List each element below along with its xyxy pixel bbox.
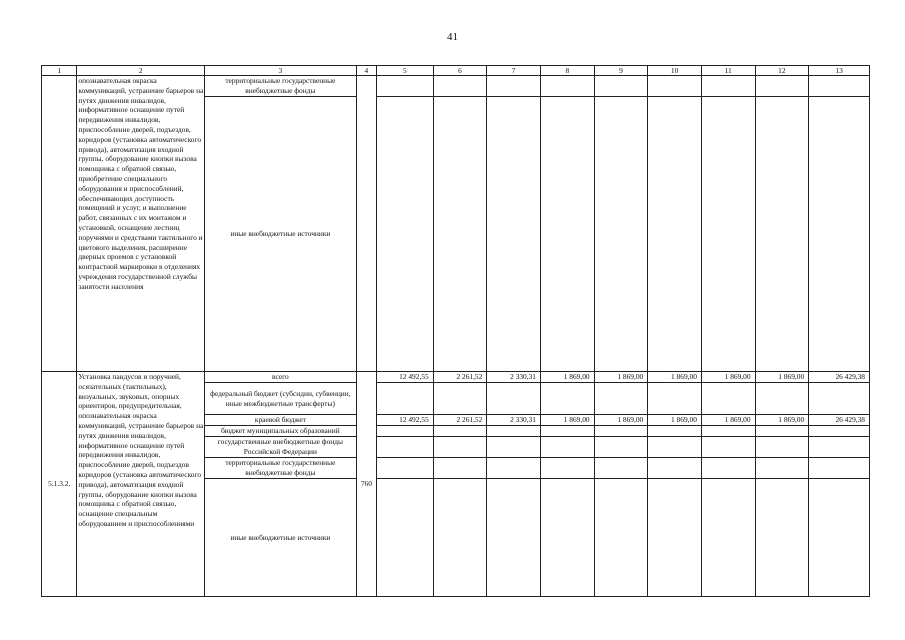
value-cell (377, 479, 434, 597)
value-cell: 1 869,00 (701, 415, 755, 426)
value-cell (594, 76, 648, 97)
value-cell (433, 458, 487, 479)
value-cell (594, 383, 648, 415)
value-cell (377, 76, 434, 97)
header-row (42, 66, 870, 76)
value-cell (433, 479, 487, 597)
value-cell (648, 479, 702, 597)
value-cell (433, 76, 487, 97)
value-cell (433, 97, 487, 372)
header-cell: 5 (377, 66, 434, 76)
value-cell (540, 479, 594, 597)
value-cell: 2 330,31 (487, 415, 541, 426)
code-cell (42, 76, 77, 372)
value-cell (701, 76, 755, 97)
table-row (42, 76, 870, 97)
measure-code: 5.1.3.2. (42, 372, 77, 597)
value-cell (648, 383, 702, 415)
funding-source: государственные внебюджетные фонды Российской Федерации (204, 437, 356, 458)
value-cell (487, 76, 541, 97)
value-cell: 2 261,52 (433, 372, 487, 383)
value-cell: 1 869,00 (594, 415, 648, 426)
value-cell (540, 76, 594, 97)
value-cell (540, 437, 594, 458)
value-cell (809, 437, 870, 458)
value-cell (701, 437, 755, 458)
value-cell (377, 458, 434, 479)
value-cell (540, 426, 594, 437)
header-cell: 4 (356, 66, 376, 76)
value-cell (540, 458, 594, 479)
value-cell: 1 869,00 (540, 415, 594, 426)
value-cell (755, 479, 809, 597)
value-cell (594, 97, 648, 372)
header-cell: 8 (540, 66, 594, 76)
value-cell (487, 97, 541, 372)
value-cell (701, 458, 755, 479)
value-cell: 1 869,00 (540, 372, 594, 383)
value-cell (377, 437, 434, 458)
value-cell (433, 426, 487, 437)
funding-source: территориальные государственные внебюджетные фонды (204, 458, 356, 479)
value-cell (648, 97, 702, 372)
value-cell: 12 492,55 (377, 372, 434, 383)
value-cell: 1 869,00 (755, 372, 809, 383)
value-cell (755, 383, 809, 415)
value-cell (701, 479, 755, 597)
col4-cell (356, 76, 376, 372)
value-cell (487, 479, 541, 597)
page-number: 41 (447, 31, 458, 43)
value-cell (755, 426, 809, 437)
header-cell: 3 (204, 66, 356, 76)
value-cell (433, 383, 487, 415)
value-cell (809, 458, 870, 479)
value-cell (648, 458, 702, 479)
value-cell: 2 261,52 (433, 415, 487, 426)
table-row (42, 372, 870, 383)
value-cell (648, 76, 702, 97)
header-cell: 10 (648, 66, 702, 76)
value-cell (487, 383, 541, 415)
value-cell: 1 869,00 (594, 372, 648, 383)
value-cell (755, 437, 809, 458)
funding-source: федеральный бюджет (субсидии, субвенции, иные межбюджетные трансферты) (204, 383, 356, 415)
funding-source: всего (204, 372, 356, 383)
header-cell: 11 (701, 66, 755, 76)
funding-source: краевой бюджет (204, 415, 356, 426)
funding-source: бюджет муниципальных образований (204, 426, 356, 437)
funding-source: иные внебюджетные источники (204, 479, 356, 597)
value-cell (755, 458, 809, 479)
header-cell: 2 (77, 66, 205, 76)
measure-description: опознавательная окраска коммуникаций, устранение барьеров на путях движения инвалидов, информативное оснащение путей передвижения инвалидов, приспособление дверей, подъездов, коридоров (установка автоматического привода), автоматизация входной группы, оборудование кнопки вызова помощника с обратной связью, приобретение специального оборудования и приспособлений, обеспечивающих доступность помещений и услуг, и выполнение работ, связанных с их монтажом и установкой, оснащение лестниц поручнями и средствами тактильного и цветового выделения, расширение дверных проемов с установкой контрастной маркировки в отделениях учреждения государственной службы занятости населения (77, 76, 205, 372)
funding-source: территориальные государственные внебюджетные фонды (204, 76, 356, 97)
value-cell (809, 76, 870, 97)
value-cell (594, 458, 648, 479)
value-cell (755, 97, 809, 372)
budget-table (41, 65, 870, 597)
value-cell (594, 479, 648, 597)
value-cell (377, 383, 434, 415)
value-cell (755, 76, 809, 97)
value-cell (701, 383, 755, 415)
header-cell: 9 (594, 66, 648, 76)
value-cell: 26 429,38 (809, 372, 870, 383)
value-cell (487, 426, 541, 437)
value-cell: 1 869,00 (648, 415, 702, 426)
header-cell: 7 (487, 66, 541, 76)
value-cell: 12 492,55 (377, 415, 434, 426)
value-cell (594, 426, 648, 437)
value-cell: 26 429,38 (809, 415, 870, 426)
header-cell: 12 (755, 66, 809, 76)
header-cell: 13 (809, 66, 870, 76)
value-cell (809, 479, 870, 597)
header-cell: 1 (42, 66, 77, 76)
value-cell: 1 869,00 (648, 372, 702, 383)
value-cell (594, 437, 648, 458)
value-cell (648, 437, 702, 458)
value-cell (377, 426, 434, 437)
value-cell (377, 97, 434, 372)
value-cell (433, 437, 487, 458)
value-cell (809, 426, 870, 437)
col4-cell: 760 (356, 372, 376, 597)
value-cell (487, 437, 541, 458)
value-cell (487, 458, 541, 479)
value-cell: 2 330,31 (487, 372, 541, 383)
value-cell (701, 426, 755, 437)
value-cell (540, 383, 594, 415)
value-cell (809, 383, 870, 415)
value-cell: 1 869,00 (755, 415, 809, 426)
value-cell (809, 97, 870, 372)
value-cell (701, 97, 755, 372)
funding-source: иные внебюджетные источники (204, 97, 356, 372)
header-cell: 6 (433, 66, 487, 76)
measure-description: Установка пандусов и поручней, осязательных (тактильных), визуальных, звуковых, опорных ориентиров, предупредительная, опознавательная окраска коммуникаций, устранение барьеров на путях движения инвалидов, информативное оснащение путей передвижения инвалидов, приспособление дверей, подъездов коридоров (установка автоматического привода), автоматизация входной группы, оборудование кнопки вызова помощника с обратной связью, оснащение специальным оборудованием и приспособлениями (77, 372, 205, 597)
value-cell (540, 97, 594, 372)
value-cell: 1 869,00 (701, 372, 755, 383)
value-cell (648, 426, 702, 437)
